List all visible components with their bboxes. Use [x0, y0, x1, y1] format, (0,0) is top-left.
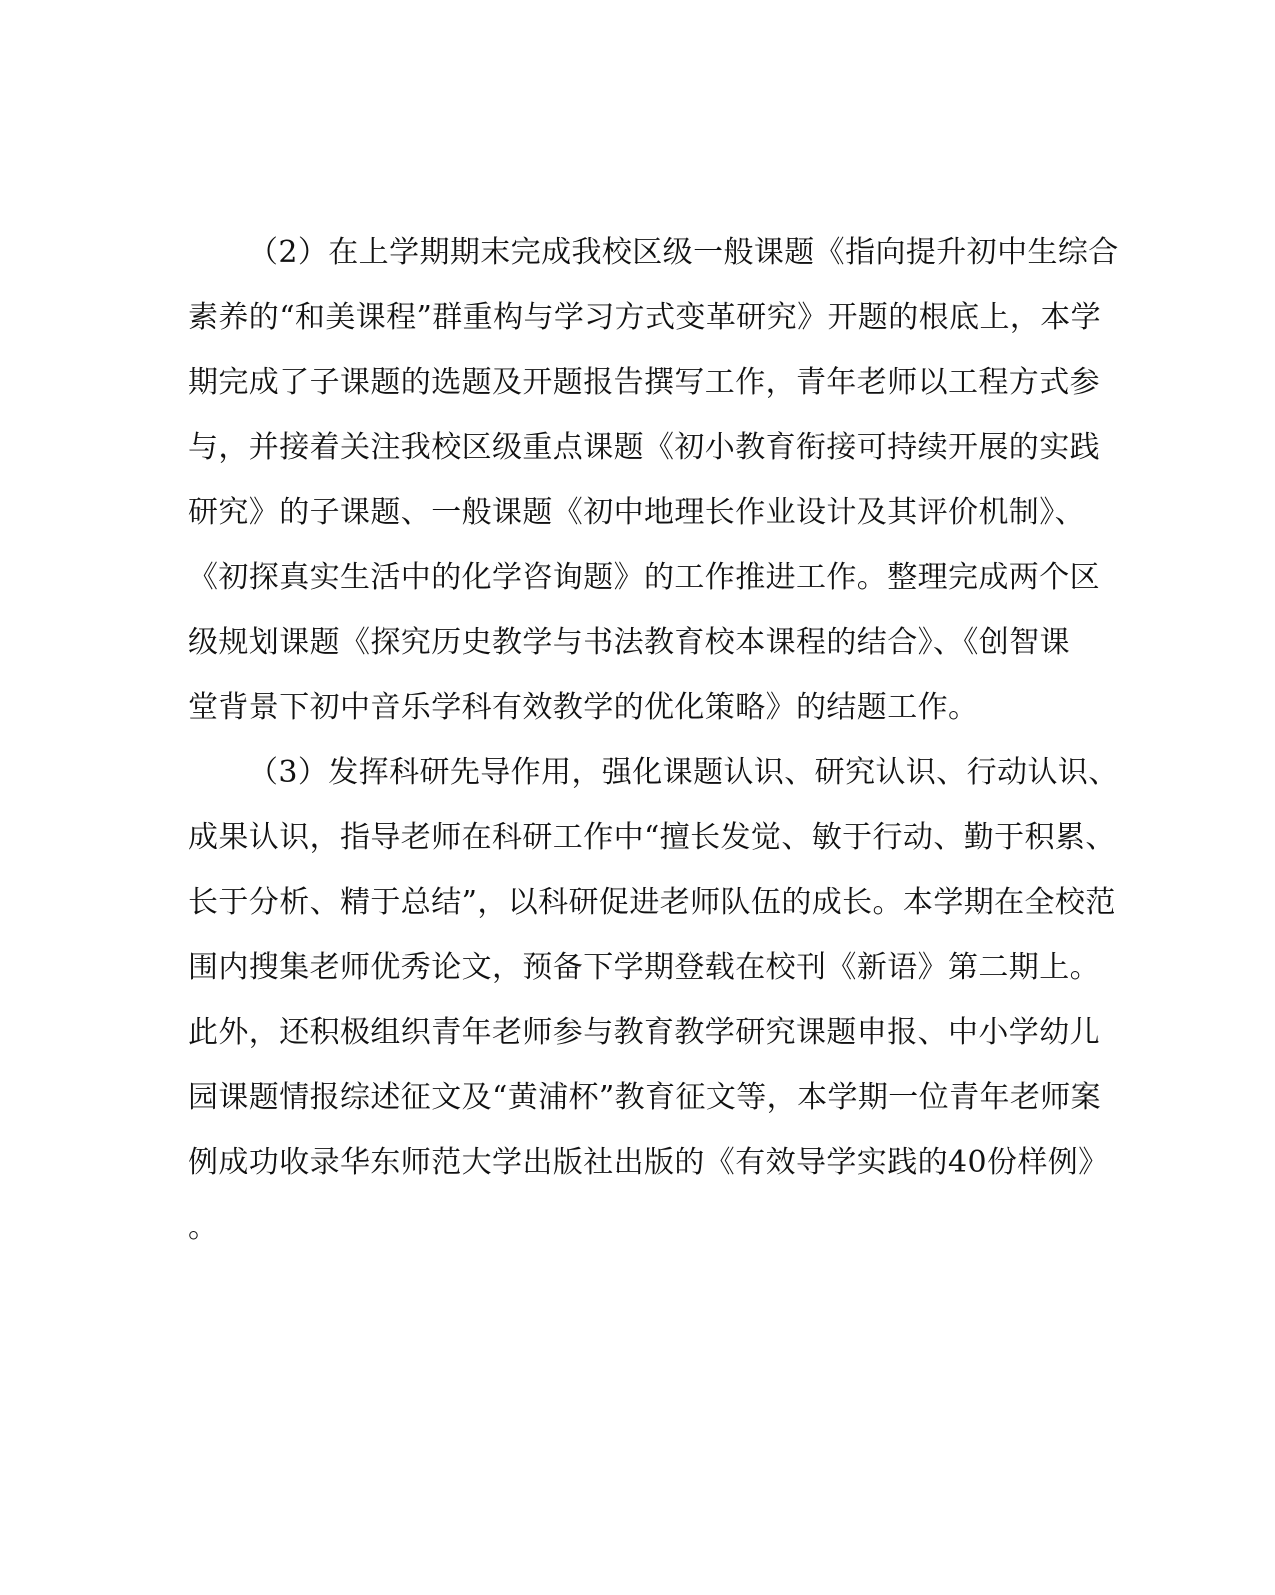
paragraph-line: 级规划课题《探究历史教学与书法教育校本课程的结合》、《创智课 — [188, 625, 1070, 660]
paragraph-line: 。 — [188, 1210, 219, 1245]
paragraph-3 — [188, 740, 1119, 1260]
paragraph-2 — [188, 220, 1119, 740]
paragraph-line: （2）在上学期期末完成我校区级一般课题《指向提升初中生综合 — [248, 235, 1119, 270]
paragraph-line: 围内搜集老师优秀论文，预备下学期登载在校刊《新语》第二期上。 — [188, 950, 1100, 985]
paragraph-line: 例成功收录华东师范大学出版社出版的《有效导学实践的40份样例》 — [188, 1145, 1109, 1180]
paragraph-line: 素养的“和美课程”群重构与学习方式变革研究》开题的根底上，本学 — [188, 300, 1102, 335]
paragraph-line: 园课题情报综述征文及“黄浦杯”教育征文等，本学期一位青年老师案 — [188, 1080, 1102, 1115]
document-body — [188, 220, 1119, 1260]
paragraph-line: （3）发挥科研先导作用，强化课题认识、研究认识、行动认识、 — [248, 755, 1119, 790]
paragraph-line: 《初探真实生活中的化学咨询题》的工作推进工作。整理完成两个区 — [188, 560, 1100, 595]
paragraph-line: 此外，还积极组织青年老师参与教育教学研究课题申报、中小学幼儿 — [188, 1015, 1100, 1050]
paragraph-line: 长于分析、精于总结”，以科研促进老师队伍的成长。本学期在全校范 — [188, 885, 1116, 920]
paragraph-line: 与，并接着关注我校区级重点课题《初小教育衔接可持续开展的实践 — [188, 430, 1100, 465]
paragraph-line: 期完成了子课题的选题及开题报告撰写工作，青年老师以工程方式参 — [188, 365, 1100, 400]
paragraph-line: 堂背景下初中音乐学科有效教学的优化策略》的结题工作。 — [188, 690, 979, 725]
paragraph-line: 成果认识，指导老师在科研工作中“擅长发觉、敏于行动、勤于积累、 — [188, 820, 1116, 855]
paragraph-line: 研究》的子课题、一般课题《初中地理长作业设计及其评价机制》、 — [188, 495, 1085, 530]
